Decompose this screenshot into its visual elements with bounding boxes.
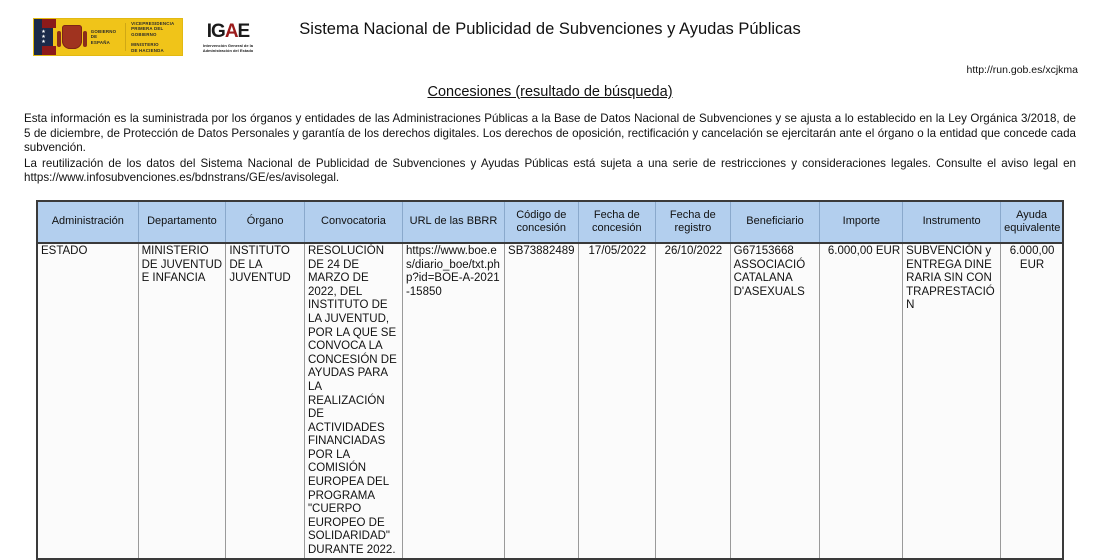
short-url-link[interactable]: http://run.gob.es/xcjkma — [966, 64, 1078, 76]
vicepresidencia-line1: VICEPRESIDENCIA — [131, 20, 175, 26]
application-title: Sistema Nacional de Publicidad de Subvenciones y Ayudas Públicas — [299, 20, 801, 38]
cell-fecha-concesion: 17/05/2022 — [578, 243, 656, 559]
cell-importe: 6.000,00 EUR — [820, 243, 903, 559]
cell-url-bbrr[interactable]: https://www.boe.es/diario_boe/txt.php?id=BOE-A-2021-15850 — [402, 243, 504, 559]
legal-notice — [24, 112, 1076, 186]
ministerio-block — [131, 42, 182, 53]
flag-red-bar-bottom — [42, 46, 56, 55]
cell-departamento: MINISTERIO DE JUVENTUD E INFANCIA — [138, 243, 226, 559]
cell-convocatoria: RESOLUCIÓN DE 24 DE MARZO DE 2022, DEL INSTITUTO DE LA JUVENTUD, POR LA QUE SE CONVOCA LA CONCESIÓN DE AYUDAS PARA LA REALIZACIÓN DE ACTIVIDADES FINANCIADAS POR LA COMISIÓN EUROPEA DEL PROGRAMA "CUERPO EUROPEO DE SOLIDARIDAD" DURANTE 2022. — [304, 243, 402, 559]
results-table-container — [36, 200, 1064, 560]
column-header-codigo-concesion[interactable]: Código de concesión — [505, 201, 579, 243]
column-header-beneficiario[interactable]: Beneficiario — [730, 201, 820, 243]
flag-stars-icon: ★ ★ ★ — [41, 28, 46, 45]
gobierno-line1: GOBIERNO — [90, 28, 117, 34]
cell-ayuda-equivalente: 6.000,00 EUR — [1001, 243, 1063, 559]
igae-subtitle — [192, 43, 264, 53]
igae-mark-a: A — [224, 21, 238, 42]
page-title: Concesiones (resultado de búsqueda) — [427, 84, 673, 100]
table-header-row — [37, 201, 1063, 243]
legal-paragraph-2: La reutilización de los datos del Sistema Nacional de Publicidad de Subvenciones y Ayudas Públicas está sujeta a una serie de restricciones y consideraciones legales. Consulte el aviso legal en https://www.infosubvenciones.es/bdnstrans/GE/es/avisolegal. — [24, 156, 1076, 185]
concesiones-results-table — [36, 200, 1064, 560]
igae-subtitle-line1: Intervención General de la — [202, 43, 254, 48]
igae-mark-e: E — [237, 21, 250, 42]
cell-organo: INSTITUTO DE LA JUVENTUD — [226, 243, 305, 559]
cell-beneficiario: G67153668 ASSOCIACIÓ CATALANA D'ASEXUALS — [730, 243, 820, 559]
legal-paragraph-1: Esta información es la suministrada por los órganos y entidades de las Administraciones Públicas a la Base de Datos Nacional de Subvenciones y se ajusta a lo establecido en la Ley Orgánica 3/2018, de 5 de diciembre, de Protección de Datos Personales y garantía de los derechos digitales. Los derechos de oposición, rectificación y cancelación se ejercitarán ante el órgano o la entidad que concede cada subvención. — [24, 112, 1076, 155]
ministerio-line1: MINISTERIO — [131, 42, 159, 48]
cell-fecha-registro: 26/10/2022 — [656, 243, 731, 559]
cell-instrumento: SUBVENCIÓN y ENTREGA DINERARIA SIN CONTRAPRESTACIÓN — [903, 243, 1001, 559]
column-header-convocatoria[interactable]: Convocatoria — [304, 201, 402, 243]
igae-mark-ig: IG — [206, 21, 225, 42]
ministerio-line2: DE HACIENDA — [131, 47, 164, 53]
cell-administracion: ESTADO — [37, 243, 138, 559]
page-header — [0, 0, 1100, 76]
table-row[interactable] — [37, 243, 1063, 559]
column-header-ayuda-equivalente[interactable]: Ayuda equivalente — [1001, 201, 1063, 243]
vicepresidencia-line2: PRIMERA DEL GOBIERNO — [131, 26, 164, 37]
column-header-fecha-concesion[interactable]: Fecha de concesión — [578, 201, 656, 243]
column-header-departamento[interactable]: Departamento — [138, 201, 226, 243]
column-header-importe[interactable]: Importe — [820, 201, 903, 243]
igae-subtitle-line2: Administración del Estado — [202, 48, 254, 53]
column-header-url-bbrr[interactable]: URL de las BBRR — [402, 201, 504, 243]
cell-codigo-concesion: SB73882489 — [505, 243, 579, 559]
gobierno-line2: DE ESPAÑA — [90, 34, 110, 45]
column-header-administracion[interactable]: Administración — [37, 201, 138, 243]
column-header-fecha-registro[interactable]: Fecha de registro — [656, 201, 731, 243]
column-header-organo[interactable]: Órgano — [226, 201, 305, 243]
column-header-instrumento[interactable]: Instrumento — [903, 201, 1001, 243]
